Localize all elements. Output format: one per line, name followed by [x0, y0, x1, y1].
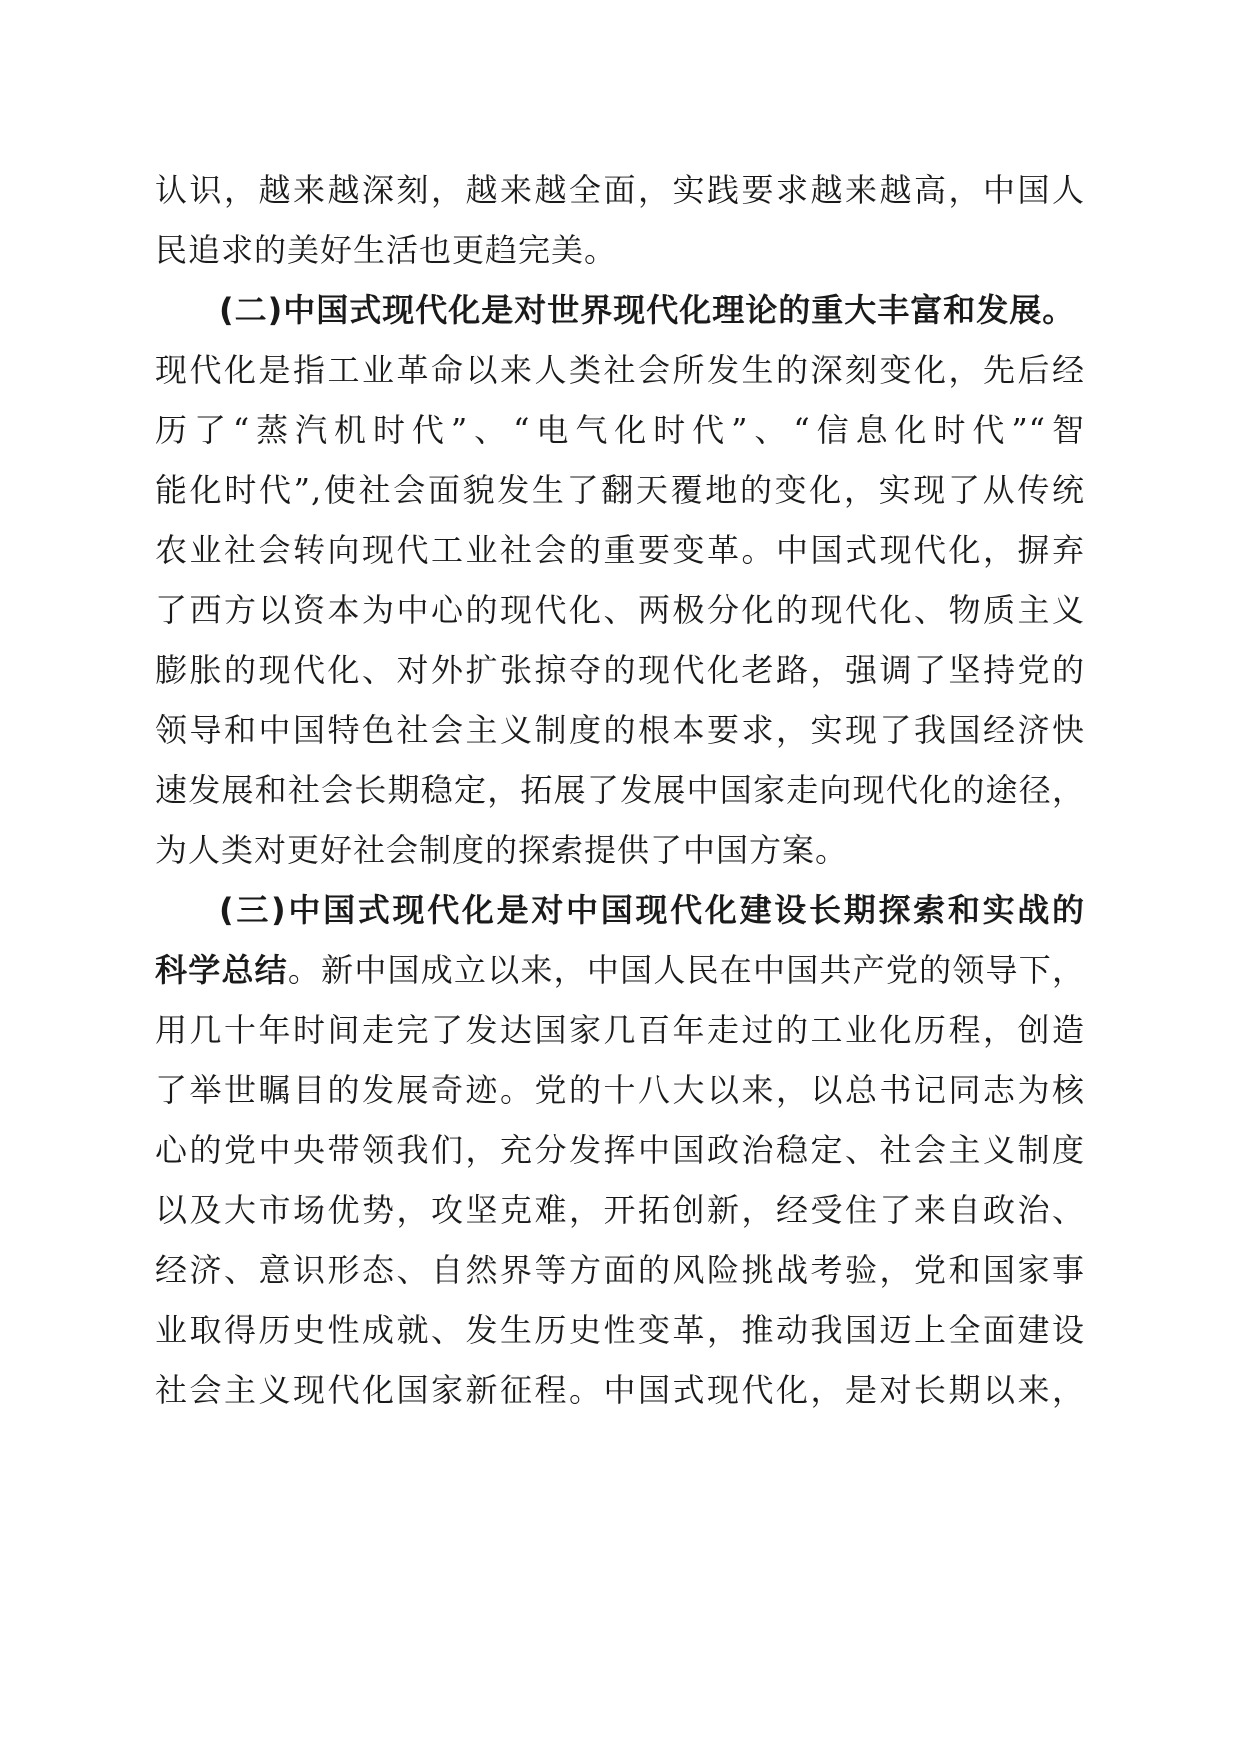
paragraph-line: 历了“蒸汽机时代”、“电气化时代”、“信息化时代”“智 — [155, 411, 1085, 449]
paragraph-line — [155, 940, 1085, 1000]
section-heading-2: (二)中国式现代化是对世界现代化理论的重大丰富和发展。 — [219, 291, 1076, 329]
paragraph-line: 领导和中国特色社会主义制度的根本要求，实现了我国经济快 — [155, 711, 1085, 749]
paragraph-line: 了西方以资本为中心的现代化、两极分化的现代化、物质主义 — [155, 591, 1085, 629]
paragraph-line: 心的党中央带领我们，充分发挥中国政治稳定、社会主义制度 — [155, 1131, 1085, 1169]
section-heading-3-end: 科学总结 — [155, 951, 288, 989]
paragraph-line: 社会主义现代化国家新征程。中国式现代化，是对长期以来， — [155, 1371, 1085, 1409]
paragraph-line: 速发展和社会长期稳定，拓展了发展中国家走向现代化的途径， — [155, 771, 1085, 809]
paragraph-line: 农业社会转向现代工业社会的重要变革。中国式现代化，摒弃 — [155, 531, 1085, 569]
paragraph-line: 经济、意识形态、自然界等方面的风险挑战考验，党和国家事 — [155, 1251, 1085, 1289]
paragraph-line: 民追求的美好生活也更趋完美。 — [155, 231, 618, 269]
paragraph-text: 。新中国成立以来，中国人民在中国共产党的领导下， — [287, 951, 1085, 989]
paragraph-line: 了举世瞩目的发展奇迹。党的十八大以来，以总书记同志为核 — [155, 1071, 1085, 1109]
paragraph-line: 为人类对更好社会制度的探索提供了中国方案。 — [155, 831, 849, 869]
paragraph-line: 膨胀的现代化、对外扩张掠夺的现代化老路，强调了坚持党的 — [155, 651, 1085, 689]
paragraph-line: 认识，越来越深刻，越来越全面，实践要求越来越高，中国人 — [155, 171, 1085, 209]
paragraph-line: 现代化是指工业革命以来人类社会所发生的深刻变化，先后经 — [155, 351, 1085, 389]
paragraph-line: 用几十年时间走完了发达国家几百年走过的工业化历程，创造 — [155, 1011, 1085, 1049]
paragraph-line: 业取得历史性成就、发生历史性变革，推动我国迈上全面建设 — [155, 1311, 1085, 1349]
paragraph-line: 以及大市场优势，攻坚克难，开拓创新，经受住了来自政治、 — [155, 1191, 1085, 1229]
paragraph-line: 能化时代”,使社会面貌发生了翻天覆地的变化，实现了从传统 — [155, 471, 1085, 509]
section-heading-3: (三)中国式现代化是对中国现代化建设长期探索和实战的 — [219, 891, 1085, 929]
